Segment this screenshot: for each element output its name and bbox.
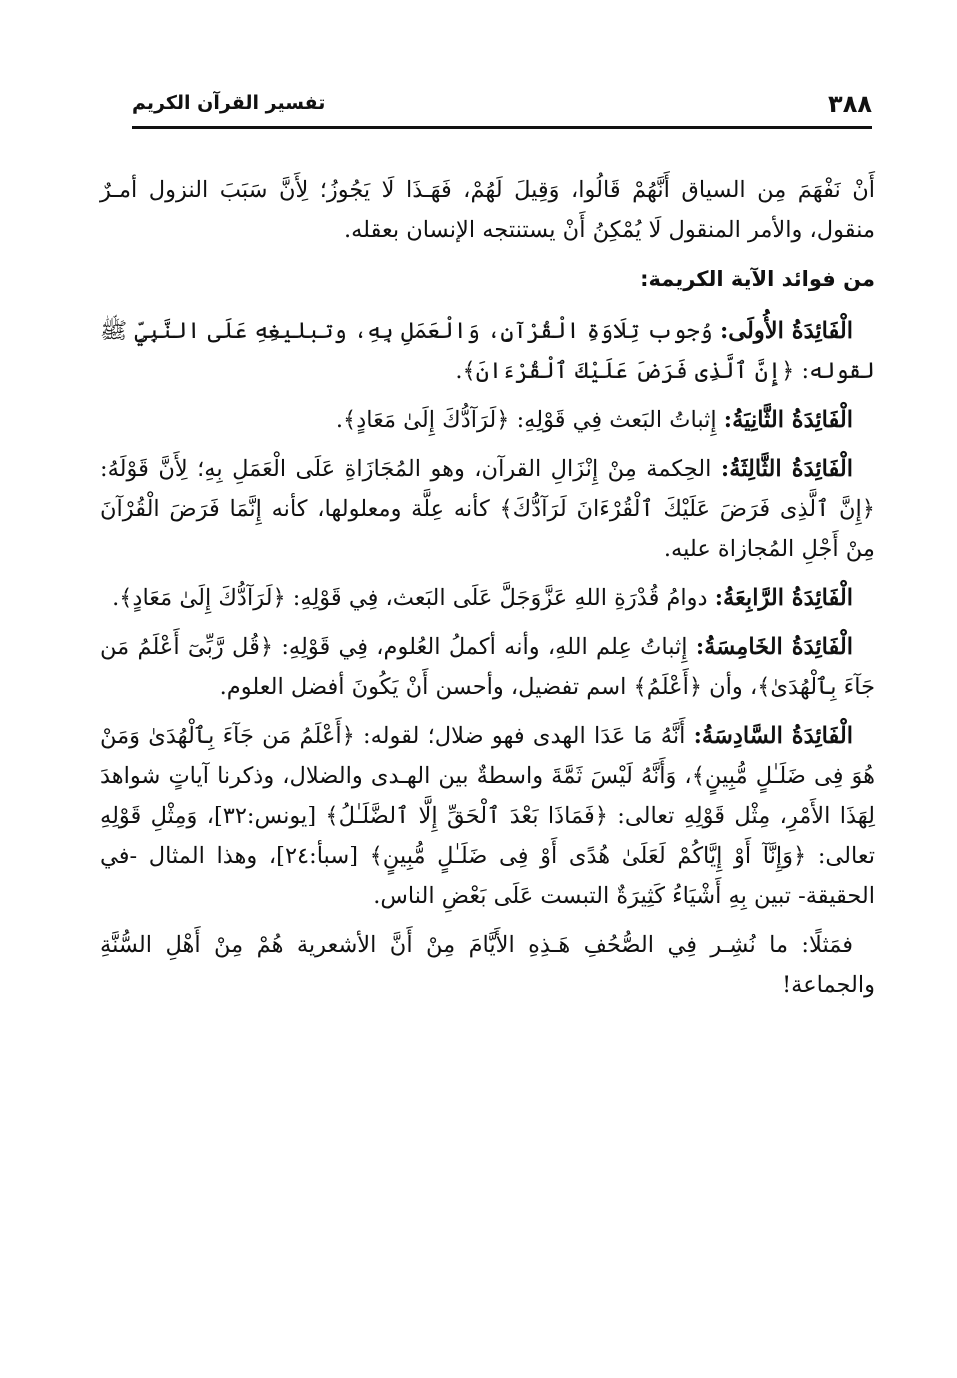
benefit-paragraph-3 (100, 449, 875, 569)
benefit-label: الْفَائِدَةُ الخَامِسَةُ: (695, 634, 853, 660)
benefit-text: أَنَّهُ مَا عَدَا الهدى فهو ضلال؛ لقوله: ﴿أَعْلَمُ مَن جَآءَ بِٱلْهُدَىٰ وَمَنْ هُوَ فِى ضَلَـٰلٍ مُّبِينٍ﴾، وَأَنَّهُ لَيْسَ ثَمَّةَ واسطةٌ بين الهـدى والضلال، وذكرنا آياتٍ شواهدَ لِهَذَا الأَمْرِ، مِثْل قَوْلِهِ تعالى: ﴿فَمَاذَا بَعْدَ ٱلْحَقِّ إِلَّا ٱلضَّلَـٰلُ﴾ [يونس:٣٢]، وَمِثْلِ قَوْلِهِ تعالى: ﴿وَإِنَّآ أَوْ إِيَّاكُمْ لَعَلَىٰ هُدًى أَوْ فِى ضَلَـٰلٍ مُّبِينٍ﴾ [سبأ:٢٤]، وهذا المثال -في الحقيقة- تبين بِهِ أَشْيَاءُ كَثِيرَةٌ التبست عَلَى بَعْضِ الناس. (100, 723, 875, 909)
benefit-paragraph-1 (100, 311, 875, 391)
paragraph-example (100, 925, 875, 1005)
book-title: تفسير القرآن الكريم (132, 92, 326, 114)
benefit-label: الْفَائِدَةُ الرَّابِعَةُ: (714, 585, 853, 611)
page-body (100, 170, 875, 1014)
benefit-text: دوامُ قُدْرَةِ اللهِ عَزَّوَجَلَّ عَلَى البَعث، فِي قَوْلِهِ: ﴿لَرَآدُّكَ إِلَىٰ مَعَادٍ﴾. (112, 585, 708, 611)
benefit-paragraph-4 (100, 578, 875, 618)
benefit-paragraph-5 (100, 627, 875, 707)
paragraph-intro (100, 170, 875, 250)
page-number: ٣٨٨ (828, 90, 872, 118)
benefit-text: الحِكمة مِنْ إِنْزَالِ القرآن، وهو المُجَازَاةِ عَلَى الْعَمَلِ بِهِ؛ لِأَنَّ قَوْلَهُ: ﴿إِنَّ ٱلَّذِى فَرَضَ عَلَيْكَ ٱلْقُرْءَانَ لَرَآدُّكَ﴾ كأنه عِلَّة ومعلولها، كأنه إِنَّمَا فَرَضَ الْقُرْآنَ مِنْ أَجْلِ المُجازاة عليه. (100, 456, 875, 562)
page-header (132, 88, 872, 129)
benefit-paragraph-2 (100, 400, 875, 440)
benefit-text: إِثباتُ عِلم اللهِ، وأنه أكملُ العُلوم، فِي قَوْلِهِ: ﴿قُل رَّبِّىٓ أَعْلَمُ مَن جَآءَ بِٱلْهُدَىٰ﴾، وأن ﴿أَعْلَمُ﴾ اسم تفضيل، وأحسن أَنْ يَكُونَ أفضل العلوم. (100, 634, 875, 700)
benefit-label: الْفَائِدَةُ الثَّانِيَةُ: (723, 407, 853, 433)
benefit-paragraph-6 (100, 716, 875, 916)
paragraph-text: فمَثلًا: ما نُشِـر فِي الصُّحُفِ هَـذِهِ الأَيَّامَ مِنْ أَنَّ الأشعرية هُمْ مِنْ أَهْلِ السُّنَّةِ والجماعة! (100, 932, 875, 998)
paragraph-text: أَنْ نَفْهَمَ مِن السياق أَنَّهُمْ قَالُوا، وَقِيلَ لَهُمْ، فَهَـذَا لَا يَجُوزُ؛ لِأَنَّ سَبَبَ النزول أمـرٌ منقول، والأمر المنقول لَا يُمْكِنُ أَنْ يستنتجه الإنسان بعقله. (100, 177, 875, 243)
benefit-text: وُجوب تِلَاوَةِ الْقُرْآنِ، وَالْعَمَلِ بِهِ، وتبليغِهِ عَلَى النَّبِيِّ ﷺ لقوله: ﴿إِنَّ ٱلَّذِى فَرَضَ عَلَيْكَ ٱلْقُرْءَانَ﴾. (100, 318, 875, 384)
section-heading: من فوائد الآية الكريمة: (640, 267, 875, 291)
benefit-label: الْفَائِدَةُ السَّادِسَةُ: (693, 723, 853, 749)
benefit-text: إِثباتُ البَعث فِي قَوْلِهِ: ﴿لَرَآدُّكَ إِلَىٰ مَعَادٍ﴾. (335, 407, 717, 433)
benefit-label: الْفَائِدَةُ الأُولَى: (719, 318, 854, 344)
benefit-label: الْفَائِدَةُ الثَّالِثَةُ: (720, 456, 853, 482)
